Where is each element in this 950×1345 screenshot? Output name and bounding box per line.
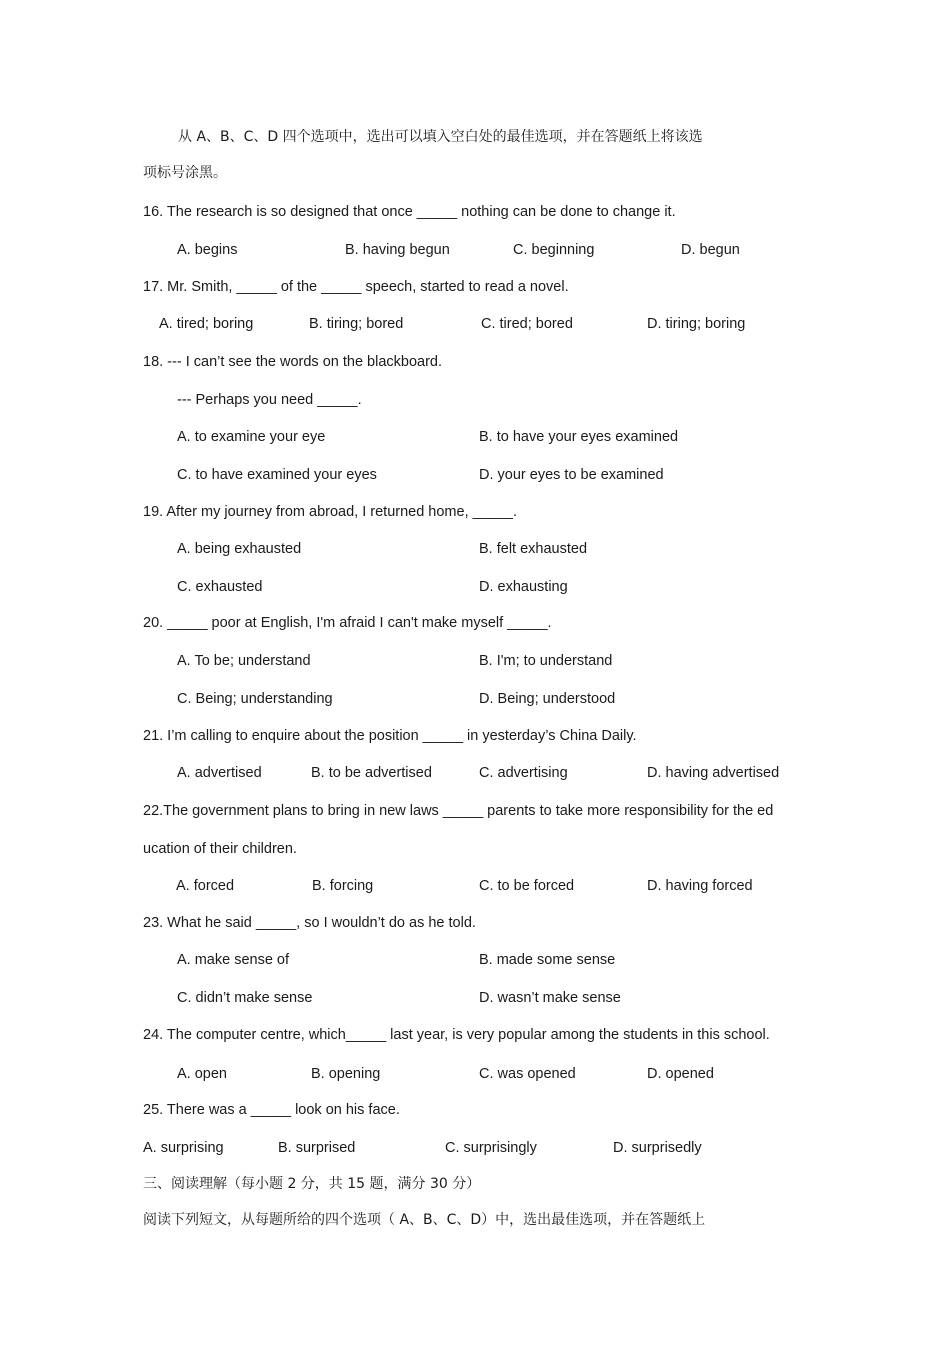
- q22-option-b: B. forcing: [312, 878, 374, 894]
- q20-option-a: A. To be; understand: [177, 653, 311, 669]
- q23-option-b: B. made some sense: [479, 952, 616, 968]
- q23-option-c: C. didn’t make sense: [177, 990, 313, 1006]
- q23-option-d: D. wasn’t make sense: [479, 990, 621, 1006]
- q19-option-c: C. exhausted: [177, 579, 263, 595]
- q18-option-c: C. to have examined your eyes: [177, 467, 377, 483]
- q25-option-d: D. surprisedly: [613, 1140, 702, 1156]
- q18-option-b: B. to have your eyes examined: [479, 429, 679, 445]
- q16-option-a: A. begins: [177, 242, 238, 258]
- question-25-stem: 25. There was a _____ look on his face.: [143, 1102, 400, 1118]
- q21-option-a: A. advertised: [177, 765, 262, 781]
- q20-option-b: B. I'm; to understand: [479, 653, 613, 669]
- q16-option-d: D. begun: [681, 242, 740, 258]
- q24-option-d: D. opened: [647, 1066, 714, 1082]
- q23-option-a: A. make sense of: [177, 952, 290, 968]
- question-18-stem-reply: --- Perhaps you need _____.: [177, 392, 362, 408]
- q19-option-d: D. exhausting: [479, 579, 568, 595]
- q21-option-c: C. advertising: [479, 765, 568, 781]
- question-24-stem: 24. The computer centre, which_____ last year, is very popular among the students in this school.: [143, 1027, 770, 1043]
- q22-option-d: D. having forced: [647, 878, 753, 894]
- question-18-stem: 18. --- I can’t see the words on the blackboard.: [143, 354, 443, 370]
- q18-option-d: D. your eyes to be examined: [479, 467, 664, 483]
- q16-option-b: B. having begun: [345, 242, 450, 258]
- q17-option-c: C. tired; bored: [481, 316, 573, 332]
- q24-option-a: A. open: [177, 1066, 227, 1082]
- q18-option-a: A. to examine your eye: [177, 429, 326, 445]
- q16-option-c: C. beginning: [513, 242, 595, 258]
- q21-option-b: B. to be advertised: [311, 765, 432, 781]
- q17-option-a: A. tired; boring: [159, 316, 254, 332]
- q19-option-a: A. being exhausted: [177, 541, 302, 557]
- question-22-stem: 22.The government plans to bring in new laws _____ parents to take more responsibility for the ed: [143, 803, 774, 819]
- q22-option-c: C. to be forced: [479, 878, 575, 894]
- q17-option-b: B. tiring; bored: [309, 316, 404, 332]
- q21-option-d: D. having advertised: [647, 765, 780, 781]
- q25-option-c: C. surprisingly: [445, 1140, 537, 1156]
- question-22-stem-continued: ucation of their children.: [143, 841, 297, 857]
- question-17-stem: 17. Mr. Smith, _____ of the _____ speech, started to read a novel.: [143, 279, 569, 295]
- q25-option-a: A. surprising: [143, 1140, 224, 1156]
- q19-option-b: B. felt exhausted: [479, 541, 588, 557]
- q24-option-c: C. was opened: [479, 1066, 576, 1082]
- question-21-stem: 21. I’m calling to enquire about the position _____ in yesterday’s China Daily.: [143, 728, 637, 744]
- intro-line-2: 项标号涂黑。: [143, 165, 227, 181]
- q24-option-b: B. opening: [311, 1066, 381, 1082]
- q20-option-c: C. Being; understanding: [177, 691, 333, 707]
- section-3-heading: 三、阅读理解（每小题 2 分，共 15 题，满分 30 分）: [143, 1176, 481, 1192]
- section-3-instruction: 阅读下列短文，从每题所给的四个选项（ A、B、C、D）中，选出最佳选项，并在答题纸上: [143, 1212, 706, 1228]
- question-16-stem: 16. The research is so designed that once _____ nothing can be done to change it.: [143, 204, 676, 220]
- q25-option-b: B. surprised: [278, 1140, 356, 1156]
- intro-line-1: 从 A、B、C、D 四个选项中，选出可以填入空白处的最佳选项，并在答题纸上将该选: [178, 129, 703, 145]
- q17-option-d: D. tiring; boring: [647, 316, 746, 332]
- question-19-stem: 19. After my journey from abroad, I returned home, _____.: [143, 504, 517, 520]
- question-20-stem: 20. _____ poor at English, I'm afraid I can't make myself _____.: [143, 615, 552, 631]
- q20-option-d: D. Being; understood: [479, 691, 616, 707]
- question-23-stem: 23. What he said _____, so I wouldn’t do as he told.: [143, 915, 476, 931]
- q22-option-a: A. forced: [176, 878, 235, 894]
